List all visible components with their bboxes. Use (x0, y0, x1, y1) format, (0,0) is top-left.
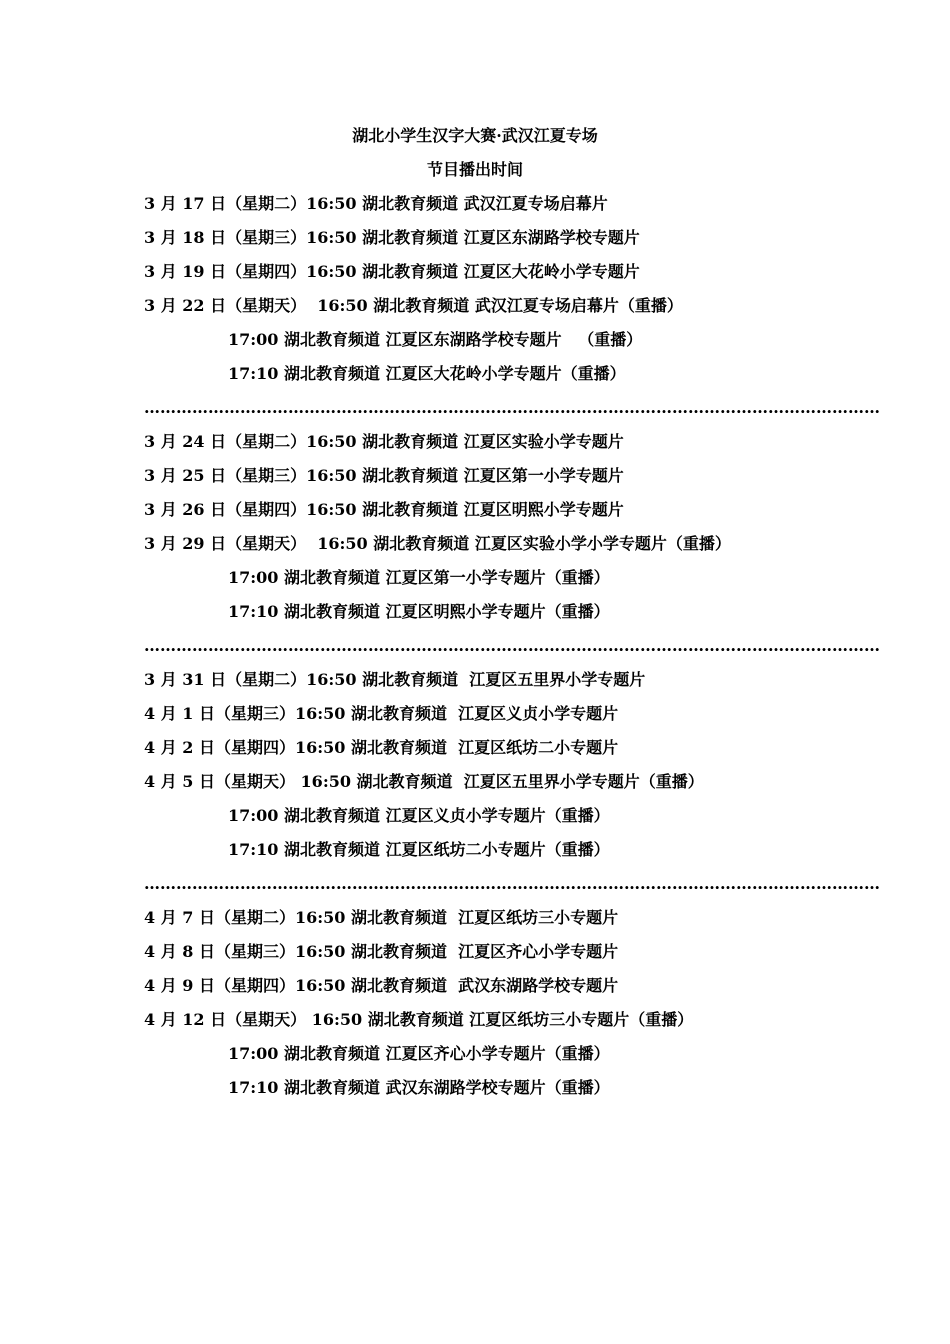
schedule-row-rerun: 17:00 湖北教育频道 江夏区义贞小学专题片（重播） (228, 806, 610, 825)
schedule-row-rerun: 17:00 湖北教育频道 江夏区齐心小学专题片（重播） (228, 1044, 610, 1063)
schedule-row: 4 月 1 日（星期三）16:50 湖北教育频道 江夏区义贞小学专题片 (144, 704, 619, 723)
schedule-row-rerun: 17:10 湖北教育频道 江夏区明熙小学专题片（重播） (228, 602, 610, 621)
schedule-list (0, 192, 950, 1110)
document-subtitle: 节目播出时间 (426, 160, 523, 179)
section-separator: ………………………………………………………………………………………………………………………… (144, 398, 880, 417)
schedule-row: 4 月 12 日（星期天） 16:50 湖北教育频道 江夏区纸坊三小专题片（重播） (144, 1010, 694, 1029)
schedule-row-rerun: 17:10 湖北教育频道 江夏区大花岭小学专题片（重播） (228, 364, 626, 383)
schedule-row-rerun: 17:10 湖北教育频道 江夏区纸坊二小专题片（重播） (228, 840, 610, 859)
schedule-row: 3 月 17 日（星期二）16:50 湖北教育频道 武汉江夏专场启幕片 (144, 194, 608, 213)
schedule-row: 4 月 5 日（星期天） 16:50 湖北教育频道 江夏区五里界小学专题片（重播） (144, 772, 704, 791)
document-title: 湖北小学生汉字大赛·武汉江夏专场 (352, 126, 598, 145)
schedule-row: 3 月 18 日（星期三）16:50 湖北教育频道 江夏区东湖路学校专题片 (144, 228, 640, 247)
schedule-row: 3 月 24 日（星期二）16:50 湖北教育频道 江夏区实验小学专题片 (144, 432, 624, 451)
schedule-row: 4 月 8 日（星期三）16:50 湖北教育频道 江夏区齐心小学专题片 (144, 942, 619, 961)
schedule-row: 3 月 29 日（星期天） 16:50 湖北教育频道 江夏区实验小学小学专题片（重播） (144, 534, 731, 553)
schedule-row-rerun: 17:00 湖北教育频道 江夏区第一小学专题片（重播） (228, 568, 610, 587)
schedule-row: 3 月 22 日（星期天） 16:50 湖北教育频道 武汉江夏专场启幕片（重播） (144, 296, 683, 315)
schedule-row-rerun: 17:00 湖北教育频道 江夏区东湖路学校专题片 （重播） (228, 330, 643, 349)
schedule-row: 3 月 31 日（星期二）16:50 湖北教育频道 江夏区五里界小学专题片 (144, 670, 646, 689)
schedule-row: 4 月 9 日（星期四）16:50 湖北教育频道 武汉东湖路学校专题片 (144, 976, 619, 995)
section-separator: ………………………………………………………………………………………………………………………… (144, 636, 880, 655)
section-separator: ………………………………………………………………………………………………………………………… (144, 874, 880, 893)
schedule-row-rerun: 17:10 湖北教育频道 武汉东湖路学校专题片（重播） (228, 1078, 610, 1097)
schedule-row: 3 月 19 日（星期四）16:50 湖北教育频道 江夏区大花岭小学专题片 (144, 262, 640, 281)
schedule-row: 3 月 26 日（星期四）16:50 湖北教育频道 江夏区明熙小学专题片 (144, 500, 624, 519)
schedule-row: 4 月 2 日（星期四）16:50 湖北教育频道 江夏区纸坊二小专题片 (144, 738, 619, 757)
schedule-row: 4 月 7 日（星期二）16:50 湖北教育频道 江夏区纸坊三小专题片 (144, 908, 619, 927)
schedule-row: 3 月 25 日（星期三）16:50 湖北教育频道 江夏区第一小学专题片 (144, 466, 624, 485)
